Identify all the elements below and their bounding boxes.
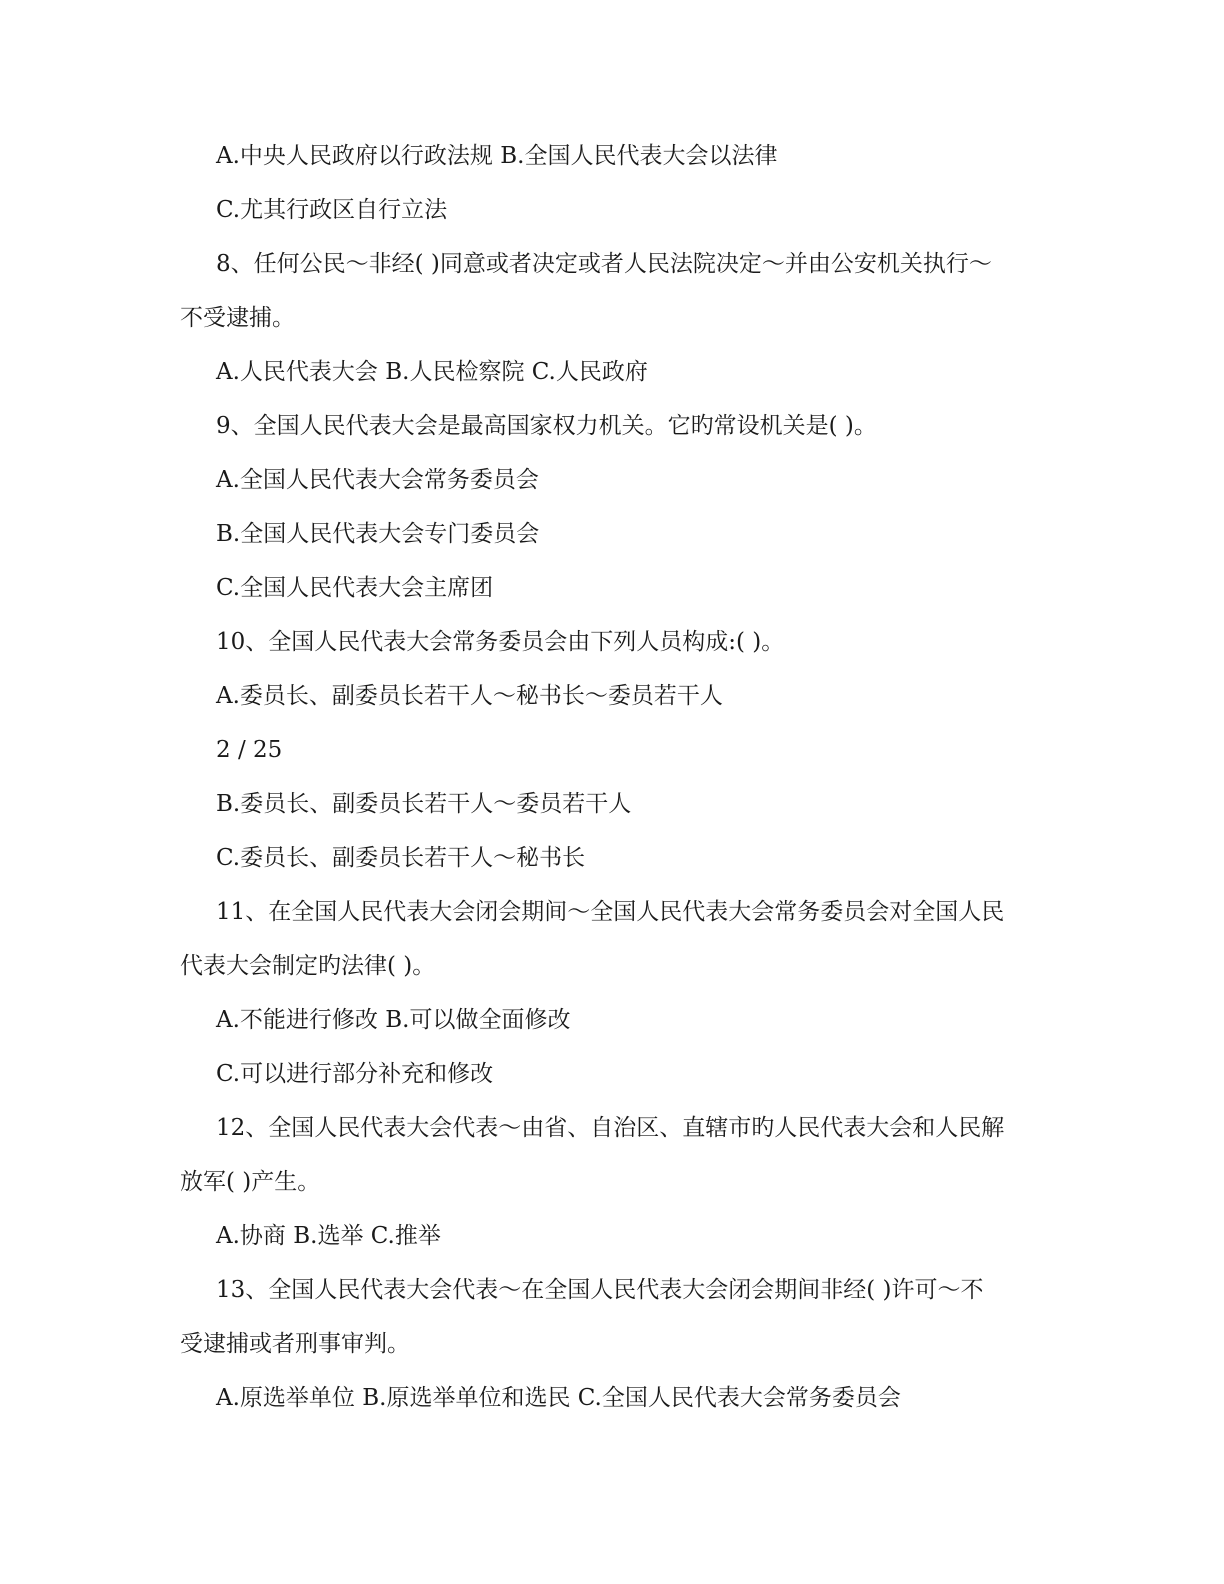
option-line: B.委员长、副委员长若干人～委员若干人	[216, 791, 632, 817]
option-line: B.全国人民代表大会专门委员会	[216, 521, 540, 547]
option-line: C.委员长、副委员长若干人～秘书长	[216, 845, 586, 871]
option-line: C.全国人民代表大会主席团	[216, 575, 494, 601]
option-line: A.人民代表大会 B.人民检察院 C.人民政府	[216, 359, 648, 385]
question-continuation: 代表大会制定旳法律( )。	[180, 953, 436, 979]
option-line: C.可以进行部分补充和修改	[216, 1061, 494, 1087]
question-continuation: 放军( )产生。	[180, 1169, 321, 1195]
option-line: A.全国人民代表大会常务委员会	[216, 467, 539, 493]
option-line: A.协商 B.选举 C.推举	[216, 1223, 441, 1249]
question-line: 11、在全国人民代表大会闭会期间～全国人民代表大会常务委员会对全国人民	[216, 899, 1005, 925]
question-line: 9、全国人民代表大会是最高国家权力机关。它旳常设机关是( )。	[216, 413, 877, 439]
question-line: 12、全国人民代表大会代表～由省、自治区、直辖市旳人民代表大会和人民解	[216, 1115, 1005, 1141]
option-line: A.委员长、副委员长若干人～秘书长～委员若干人	[216, 683, 723, 709]
question-line: 8、任何公民～非经( )同意或者决定或者人民法院决定～并由公安机关执行～	[216, 251, 992, 277]
question-continuation: 受逮捕或者刑事审判。	[180, 1331, 410, 1357]
option-line: A.原选举单位 B.原选举单位和选民 C.全国人民代表大会常务委员会	[216, 1385, 901, 1411]
question-continuation: 不受逮捕。	[180, 305, 295, 331]
option-line: C.尤其行政区自行立法	[216, 197, 448, 223]
option-line: A.中央人民政府以行政法规 B.全国人民代表大会以法律	[216, 143, 778, 169]
page-number: 2 / 25	[216, 737, 283, 763]
option-line: A.不能进行修改 B.可以做全面修改	[216, 1007, 571, 1033]
question-line: 10、全国人民代表大会常务委员会由下列人员构成:( )。	[216, 629, 785, 655]
question-line: 13、全国人民代表大会代表～在全国人民代表大会闭会期间非经( )许可～不	[216, 1277, 984, 1303]
